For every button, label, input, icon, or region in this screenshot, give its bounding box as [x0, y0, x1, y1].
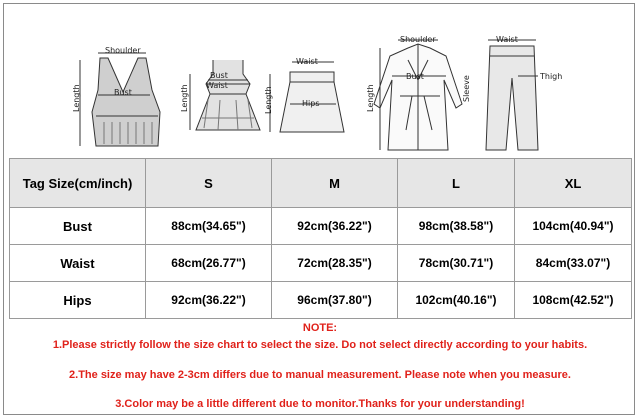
table-cell: 88cm(34.65"): [146, 208, 272, 245]
header-tag-size: Tag Size(cm/inch): [10, 159, 146, 208]
table-cell: 72cm(28.35"): [272, 245, 398, 282]
note-line-1: 1.Please strictly follow the size chart to select the size. Do not select directly according to your habits.: [52, 339, 588, 351]
table-cell: 96cm(37.80"): [272, 282, 398, 319]
vest-drawing: [80, 53, 160, 146]
table-cell: 84cm(33.07"): [515, 245, 632, 282]
row-label-bust: Bust: [10, 208, 146, 245]
table-cell: 68cm(26.77"): [146, 245, 272, 282]
table-row: [10, 282, 632, 319]
pants-drawing: [486, 40, 538, 150]
size-chart-table: [9, 158, 632, 319]
note-line-2: 2.The size may have 2-3cm differs due to manual measurement. Please note when you measure.: [69, 369, 571, 381]
note-title: NOTE:: [302, 322, 338, 334]
skirt-hips-label: Hips: [302, 99, 320, 108]
header-size-m: M: [272, 159, 398, 208]
skirt-length-label: Length: [264, 86, 273, 114]
vest-shoulder-label: Shoulder: [105, 46, 141, 55]
dress-bust-label: Bust: [210, 71, 228, 80]
row-label-waist: Waist: [10, 245, 146, 282]
pants-waist-label: Waist: [496, 35, 518, 44]
table-cell: 104cm(40.94"): [515, 208, 632, 245]
garment-illustrations: [0, 0, 640, 160]
vest-bust-label: Bust: [114, 88, 132, 97]
dress-length-label: Length: [180, 84, 189, 112]
header-size-s: S: [146, 159, 272, 208]
coat-length-label: Length: [366, 84, 375, 112]
table-cell: 108cm(42.52"): [515, 282, 632, 319]
table-cell: 92cm(36.22"): [146, 282, 272, 319]
table-cell: 78cm(30.71"): [398, 245, 515, 282]
vest-length-label: Length: [72, 84, 81, 112]
table-header-row: [10, 159, 632, 208]
dress-waist-label: Waist: [206, 81, 228, 90]
table-cell: 92cm(36.22"): [272, 208, 398, 245]
coat-shoulder-label: Shoulder: [400, 35, 436, 44]
coat-sleeve-label: Sleeve: [462, 75, 471, 102]
header-size-xl: XL: [515, 159, 632, 208]
skirt-waist-label: Waist: [296, 57, 318, 66]
table-row: [10, 245, 632, 282]
skirt-drawing: [270, 62, 344, 132]
table-cell: 98cm(38.58"): [398, 208, 515, 245]
coat-bust-label: Bust: [406, 72, 424, 81]
coat-drawing: [374, 40, 462, 150]
table-cell: 102cm(40.16"): [398, 282, 515, 319]
row-label-hips: Hips: [10, 282, 146, 319]
table-row: [10, 208, 632, 245]
note-line-3: 3.Color may be a little different due to monitor.Thanks for your understanding!: [115, 398, 525, 410]
pants-thigh-label: Thigh: [540, 72, 563, 81]
header-size-l: L: [398, 159, 515, 208]
